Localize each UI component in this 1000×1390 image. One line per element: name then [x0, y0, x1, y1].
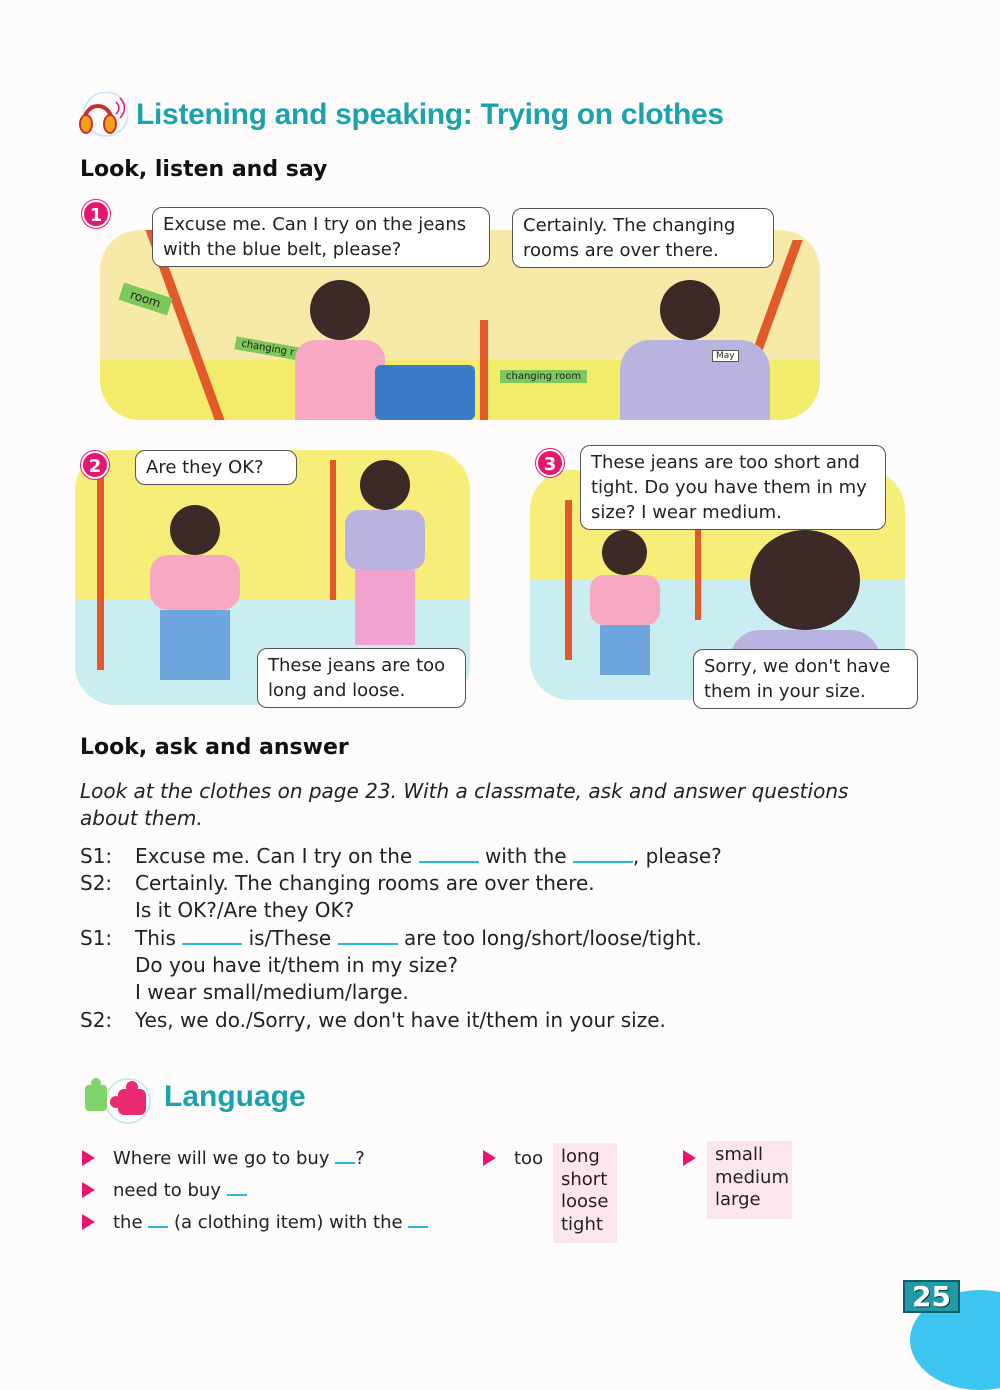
- language-heading: Language: [164, 1080, 306, 1113]
- sign: room: [118, 283, 172, 316]
- speech-bubble: Excuse me. Can I try on the jeans with the blue belt, please?: [152, 207, 490, 267]
- girl-figure: [590, 530, 660, 690]
- bullet-arrow-icon: [82, 1150, 95, 1166]
- bullet-arrow-icon: [483, 1150, 496, 1166]
- dialogue-line: S2: Yes, we do./Sorry, we don't have it/them in your size.: [80, 1008, 666, 1032]
- blank: [182, 927, 242, 945]
- panel-number-1: 1: [82, 200, 110, 228]
- too-item: too: [483, 1148, 543, 1170]
- option: tight: [561, 1213, 603, 1235]
- language-item: Where will we go to buy ?: [82, 1148, 365, 1170]
- headphones-icon: [76, 92, 128, 140]
- section-heading-look-ask-answer: Look, ask and answer: [80, 735, 349, 760]
- size-option: large: [715, 1189, 761, 1210]
- blank: [419, 845, 479, 863]
- girl-figure: [150, 505, 240, 685]
- section-heading-look-listen-say: Look, listen and say: [80, 157, 328, 182]
- panel-number-3: 3: [536, 449, 564, 477]
- dialogue-line: Is it OK?/Are they OK?: [135, 898, 355, 922]
- speech-bubble: Sorry, we don't have them in your size.: [693, 649, 918, 709]
- language-item: the (a clothing item) with the: [82, 1212, 428, 1234]
- option: loose: [561, 1191, 609, 1212]
- name-badge: May: [712, 350, 739, 362]
- dialogue-line: Do you have it/them in my size?: [135, 953, 458, 977]
- sizes-box: [707, 1141, 792, 1219]
- instruction-text: Look at the clothes on page 23. With a classmate, ask and answer questions about them.: [80, 779, 849, 830]
- girl-figure: [295, 280, 385, 420]
- speech-bubble: These jeans are too long and loose.: [257, 648, 466, 708]
- blank: [338, 927, 398, 945]
- language-item: need to buy: [82, 1180, 247, 1202]
- speech-bubble: Certainly. The changing rooms are over there.: [512, 208, 774, 268]
- option: short: [561, 1168, 608, 1190]
- blank: [573, 845, 633, 863]
- speech-bubble: These jeans are too short and tight. Do you have them in my size? I wear medium.: [580, 445, 886, 530]
- page-number: 25: [903, 1280, 960, 1313]
- saleswoman-figure: [345, 460, 425, 645]
- speech-bubble: Are they OK?: [135, 450, 297, 485]
- size-option: small: [715, 1144, 763, 1165]
- jeans-item: [375, 365, 475, 420]
- dialogue-line: I wear small/medium/large.: [135, 980, 409, 1004]
- bullet-arrow-icon: [683, 1150, 696, 1166]
- sign: changing r: [234, 336, 301, 360]
- option: long: [561, 1146, 600, 1167]
- too-options-box: [553, 1143, 617, 1243]
- dialogue-line: S1: Excuse me. Can I try on the with the , please?: [80, 844, 722, 868]
- page-title: Listening and speaking: Trying on clothes: [136, 98, 724, 131]
- bullet-arrow-icon: [82, 1214, 95, 1230]
- bullet-arrow-icon: [82, 1182, 95, 1198]
- size-option: medium: [715, 1166, 789, 1188]
- dialogue-line: S2: Certainly. The changing rooms are over there.: [80, 871, 595, 895]
- dialogue-line: S1: This is/These are too long/short/loose/tight.: [80, 926, 702, 950]
- panel-number-2: 2: [81, 451, 109, 479]
- saleswoman-figure: [620, 280, 770, 420]
- sign: changing room: [500, 370, 587, 383]
- puzzle-icon: [80, 1075, 160, 1125]
